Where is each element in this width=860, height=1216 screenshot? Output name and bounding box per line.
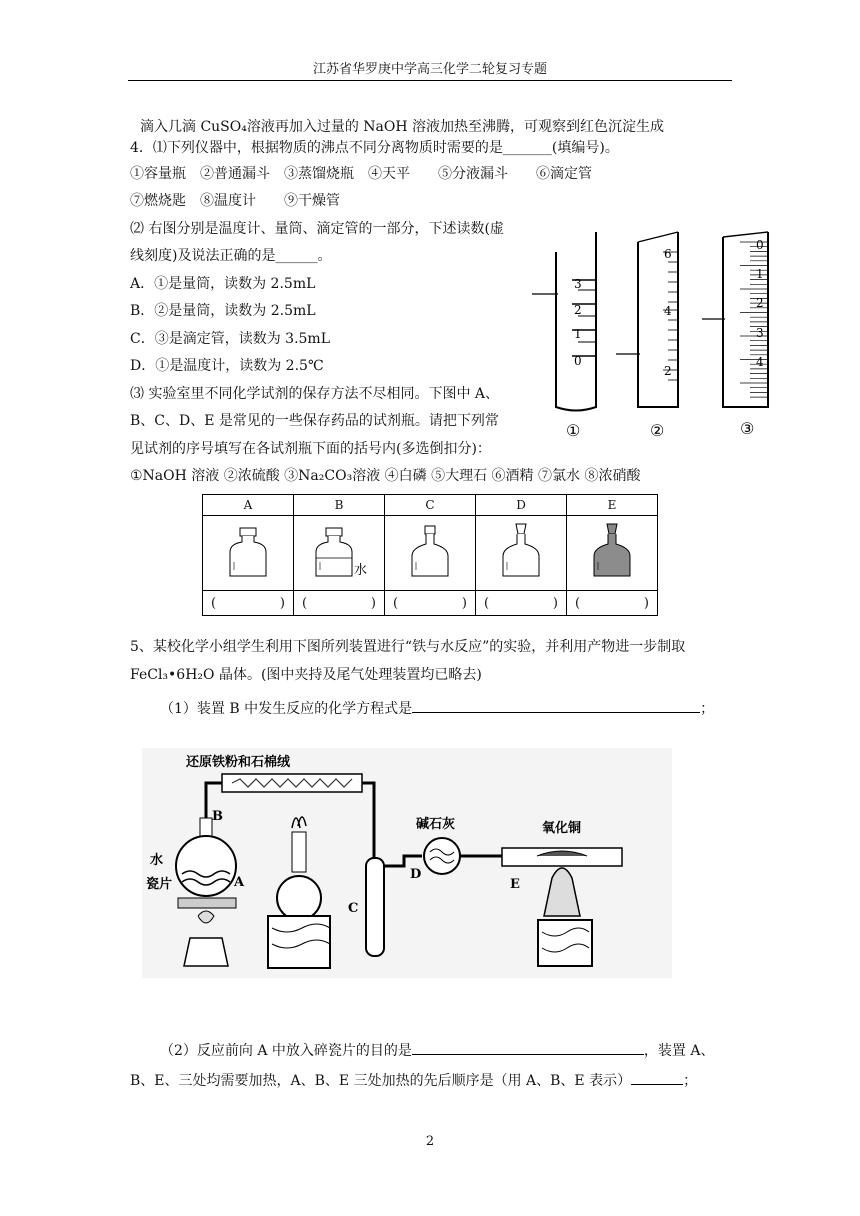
- iron-water-apparatus-diagram: [142, 748, 672, 978]
- q5-part-2-text: （2）反应前向 A 中放入碎瓷片的目的是: [160, 1043, 412, 1059]
- page-header: 江苏省华罗庚中学高三化学二轮复习专题: [312, 62, 547, 77]
- options-line-2: ⑦燃烧匙 ⑧温度计 ⑨干燥管: [130, 193, 340, 209]
- narrow-mouth-bottle-icon: [400, 522, 460, 582]
- options-line-1: ①容量瓶 ②普通漏斗 ③蒸馏烧瓶 ④天平 ⑤分液漏斗 ⑥滴定管: [130, 166, 592, 182]
- label-copper-oxide: 氧化铜: [542, 821, 582, 836]
- choice-c: C．③是滴定管，读数为 3.5mL: [130, 331, 330, 347]
- gauge-2-label: ②: [650, 421, 665, 440]
- gauge-3-tick: 4: [756, 355, 764, 369]
- semicolon: ；: [683, 1073, 698, 1089]
- label-a: A: [234, 875, 245, 890]
- sub-question-3: ⑶ 实验室里不同化学试剂的保存方法不尽相同。下图中 A、: [130, 386, 500, 402]
- label-c: C: [348, 901, 359, 916]
- bottle-header-c: C: [385, 495, 476, 516]
- reagent-list: ①NaOH 溶液 ②浓硫酸 ③Na₂CO₃溶液 ④白磷 ⑤大理石 ⑥酒精 ⑦氯水 ⑧浓硝酸: [130, 468, 641, 484]
- sub-question-3-cont2: 见试剂的序号填写在各试剂瓶下面的括号内(多选倒扣分)：: [130, 441, 491, 457]
- bottle-a: [203, 516, 294, 591]
- answer-slot-b[interactable]: ( ): [294, 591, 385, 616]
- sub-question-2: ⑵ 右图分别是温度计、量筒、滴定管的一部分，下述读数(虚: [130, 221, 504, 237]
- bottle-c: [385, 516, 476, 591]
- gauge-3-label: ③: [740, 419, 755, 438]
- measuring-instruments-figure: [528, 222, 778, 442]
- bottle-header-a: A: [203, 495, 294, 516]
- answer-slot-c[interactable]: ( ): [385, 591, 476, 616]
- brown-bottle-icon: [582, 522, 642, 582]
- bottle-header-d: D: [476, 495, 567, 516]
- question-5-stem-cont: FeCl₃•6H₂O 晶体。(图中夹持及尾气处理装置均已略去): [130, 667, 482, 683]
- choice-d: D．①是温度计，读数为 2.5℃: [130, 358, 324, 374]
- gauge-2-tick: 6: [664, 247, 672, 261]
- water-sealed-bottle-icon: [304, 522, 374, 582]
- header-rule: [128, 80, 732, 81]
- gauge-2-tick: 4: [664, 304, 672, 318]
- gauge-1-tick: 3: [574, 277, 582, 291]
- answer-slot-e[interactable]: ( ): [567, 591, 658, 616]
- gauge-2: [616, 232, 678, 440]
- semicolon: ；: [700, 701, 715, 717]
- gauge-3-tick: 0: [756, 238, 764, 252]
- wide-mouth-bottle-icon: [218, 522, 278, 582]
- answer-blank[interactable]: [412, 1054, 644, 1055]
- bottle-header-e: E: [567, 495, 658, 516]
- narrow-mouth-bottle-icon: [491, 522, 551, 582]
- gauge-2-tick: 2: [664, 364, 672, 378]
- bottle-header-b: B: [294, 495, 385, 516]
- gauge-1-tick: 0: [574, 354, 582, 368]
- q5-part-2-order-text: B、E、三处均需要加热，A、B、E 三处加热的先后顺序是（用 A、B、E 表示）: [130, 1073, 632, 1089]
- reagent-bottle-table: [202, 494, 658, 616]
- q5-part-1-text: （1）装置 B 中发生反应的化学方程式是: [160, 701, 413, 717]
- question-5-stem: 5、某校化学小组学生利用下图所列装置进行“铁与水反应”的实验，并利用产物进一步制取: [130, 639, 686, 655]
- bottle-d: [476, 516, 567, 591]
- q5-part-2: [160, 1040, 714, 1060]
- choice-a: A．①是量筒，读数为 2.5mL: [130, 276, 316, 292]
- gauge-3-tick: 1: [756, 267, 764, 281]
- gauge-3: [702, 232, 768, 438]
- sub-question-3-cont: B、C、D、E 是常见的一些保存药品的试剂瓶。请把下列常: [130, 413, 499, 429]
- label-reduced-iron: 还原铁粉和石棉绒: [186, 755, 291, 770]
- question-4-stem: 4．⑴下列仪器中，根据物质的沸点不同分离物质时需要的是_______(填编号)。: [130, 140, 619, 156]
- answer-slot-a[interactable]: ( ): [203, 591, 294, 616]
- gauge-1-tick: 1: [574, 327, 582, 341]
- page-number: 2: [425, 1134, 435, 1149]
- label-b: B: [212, 809, 223, 824]
- text-line: 滴入几滴 CuSO₄溶液再加入过量的 NaOH 溶液加热至沸腾，可观察到红色沉淀生成: [140, 119, 665, 135]
- sub-question-2-cont: 线刻度)及说法正确的是______。: [130, 248, 332, 264]
- bottle-b: [294, 516, 385, 591]
- answer-slot-d[interactable]: ( ): [476, 591, 567, 616]
- label-water: 水: [150, 853, 164, 868]
- label-d: D: [410, 867, 422, 882]
- gauge-3-tick: 2: [756, 296, 764, 310]
- q5-part-2-cont: [130, 1070, 697, 1090]
- gauge-3-tick: 3: [756, 326, 764, 340]
- label-ceramic: 瓷片: [146, 877, 173, 892]
- gauge-1: [532, 232, 596, 440]
- gauge-1-tick: 2: [574, 303, 582, 317]
- choice-b: B．②是量筒，读数为 2.5mL: [130, 303, 316, 319]
- water-label: 水: [354, 562, 368, 578]
- label-soda-lime: 碱石灰: [416, 817, 456, 832]
- answer-blank[interactable]: [412, 712, 700, 713]
- q5-part-2-text-cont: ，装置 A、: [643, 1043, 715, 1059]
- q5-part-1: [160, 698, 714, 718]
- label-e: E: [510, 877, 520, 892]
- gauge-1-label: ①: [566, 421, 581, 440]
- bottle-e: [567, 516, 658, 591]
- answer-blank[interactable]: [631, 1084, 683, 1085]
